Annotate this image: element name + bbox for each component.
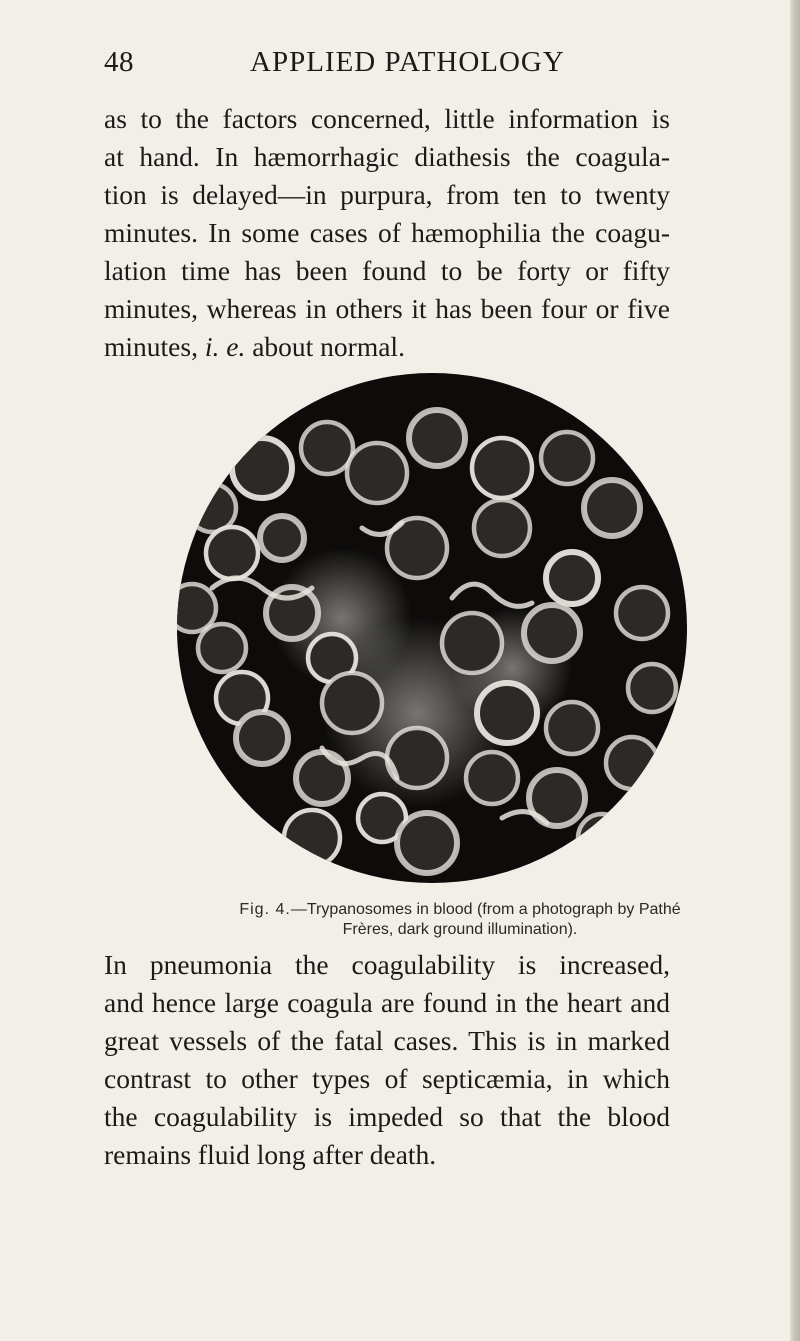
blood-cell xyxy=(397,813,457,873)
blood-cell xyxy=(541,432,593,484)
figure-caption xyxy=(200,900,720,940)
blood-cell xyxy=(322,673,382,733)
blood-cell xyxy=(584,480,640,536)
blood-cell xyxy=(284,810,340,866)
page-number: 48 xyxy=(104,46,134,78)
text-line: minutes, whereas in others it has been four or five xyxy=(104,293,670,324)
blood-cell xyxy=(524,605,580,661)
running-title: APPLIED PATHOLOGY xyxy=(250,46,565,78)
text-line: lation time has been found to be forty or fifty xyxy=(104,255,670,286)
blood-cell xyxy=(477,683,537,743)
blood-cell xyxy=(232,438,292,498)
blood-cell xyxy=(466,752,518,804)
blood-cell xyxy=(472,438,532,498)
figure-micrograph xyxy=(172,368,692,888)
blood-cell xyxy=(260,516,304,560)
caption-text: —Trypanosomes in blood (from a photograph by Pathé xyxy=(290,901,681,918)
text-line: as to the factors concerned, little information is xyxy=(104,103,670,134)
text-line xyxy=(104,328,670,366)
blood-cell xyxy=(347,443,407,503)
blood-cell xyxy=(442,613,502,673)
text-line: and hence large coagula are found in the heart and xyxy=(104,987,670,1018)
blood-cell xyxy=(578,814,626,862)
blood-cell xyxy=(409,410,465,466)
blood-cell xyxy=(188,484,236,532)
text-line: contrast to other types of septicæmia, in which xyxy=(104,1063,670,1094)
text-line: at hand. In hæmorrhagic diathesis the coagula- xyxy=(104,141,670,172)
blood-cell xyxy=(236,712,288,764)
text-line: In pneumonia the coagulability is increased, xyxy=(104,949,670,980)
blood-cell xyxy=(301,422,353,474)
figure-label: Fig. 4. xyxy=(239,901,291,918)
blood-cell xyxy=(172,584,216,632)
blood-cell xyxy=(206,527,258,579)
text-line: tion is delayed—in purpura, from ten to twenty xyxy=(104,179,670,210)
blood-cell xyxy=(616,587,668,639)
micrograph-image xyxy=(172,368,692,888)
italic-abbreviation: i. e. xyxy=(204,331,246,362)
blood-cell xyxy=(296,752,348,804)
paragraph-1 xyxy=(104,100,670,366)
caption-line-2: Frères, dark ground illumination). xyxy=(342,921,578,938)
paragraph-2 xyxy=(104,946,670,1174)
text-line: the coagulability is impeded so that the blood xyxy=(104,1101,670,1132)
blood-cell xyxy=(606,737,658,789)
text-run: minutes, xyxy=(104,331,205,362)
text-line: great vessels of the fatal cases. This is in marked xyxy=(104,1025,670,1056)
blood-cell xyxy=(628,664,676,712)
blood-cell xyxy=(198,624,246,672)
text-line: remains fluid long after death. xyxy=(104,1139,437,1170)
running-head xyxy=(104,46,664,86)
caption-line-1 xyxy=(200,900,720,920)
text-line: minutes. In some cases of hæmophilia the coagu- xyxy=(104,217,670,248)
blood-cell xyxy=(546,702,598,754)
blood-cell xyxy=(546,552,598,604)
page-edge xyxy=(790,0,800,1341)
text-run: about normal. xyxy=(245,331,405,362)
blood-cell xyxy=(474,500,530,556)
